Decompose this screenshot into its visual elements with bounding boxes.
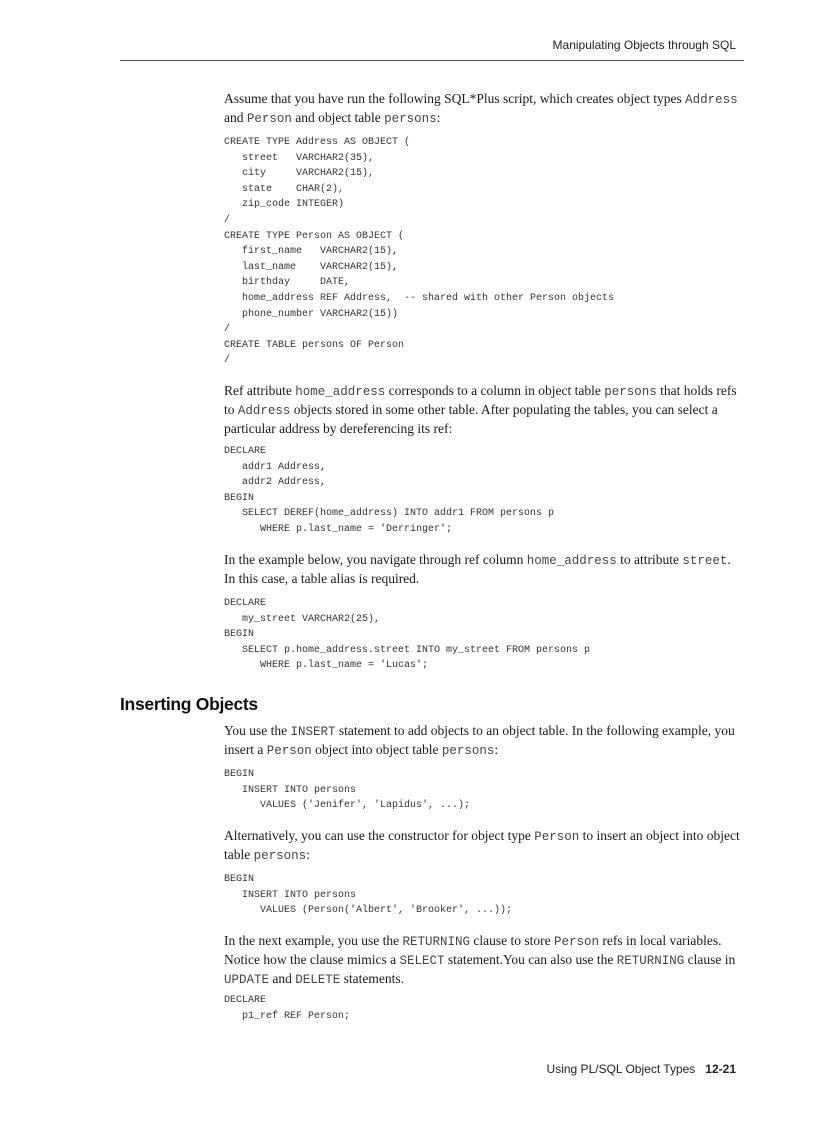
inline-code: RETURNING xyxy=(402,935,470,949)
text-run: to insert an object into object table xyxy=(224,828,740,862)
inline-code: Person xyxy=(553,935,599,949)
text-run: . In this case, a table alias is required. xyxy=(224,552,731,586)
text-run: and xyxy=(269,971,296,986)
inline-code: DELETE xyxy=(295,973,341,987)
inline-code: Address xyxy=(685,93,738,107)
code-block-deref: DECLARE addr1 Address, addr2 Address, BEGIN SELECT DEREF(home_address) INTO addr1 FROM persons p WHERE p.last_name = 'Derringer'; xyxy=(224,446,555,535)
text-run: refs in local variables. Notice how the clause mimics a xyxy=(224,933,722,967)
text-run: In the example below, you navigate through ref column xyxy=(224,552,527,567)
inline-code: INSERT xyxy=(290,725,336,739)
text-run: Assume that you have run the following SQL*Plus script, which creates object types xyxy=(224,91,686,106)
code-block-create-types: CREATE TYPE Address AS OBJECT ( street VARCHAR2(35), city VARCHAR2(15), state CHAR(2), zip_code INTEGER) / CREATE TYPE Person AS OBJECT ( first_name VARCHAR2(15), last_name VARCHAR2(15), birthday DATE, home_address REF Address, -- shared with other Person objects phone_number VARCHAR2(15)) / CREATE TABLE persons OF Person / xyxy=(224,137,615,367)
inline-code: home_address xyxy=(526,554,617,568)
inline-code: Person xyxy=(246,112,292,126)
text-run: Ref attribute xyxy=(224,383,296,398)
page-footer xyxy=(547,1062,736,1076)
text-run: corresponds to a column in object table xyxy=(385,383,605,398)
inline-code: street xyxy=(682,554,728,568)
text-run: to attribute xyxy=(616,552,683,567)
text-run: that holds refs to xyxy=(224,383,737,417)
inline-code: persons xyxy=(384,112,437,126)
inline-code: persons xyxy=(604,385,657,399)
code-block-returning: DECLARE p1_ref REF Person; xyxy=(224,995,351,1022)
intro-paragraph xyxy=(224,90,744,128)
header-rule xyxy=(120,60,744,61)
inline-code: persons xyxy=(441,744,495,758)
text-run: statements. xyxy=(340,971,405,986)
ref-attribute-paragraph xyxy=(224,382,744,437)
inline-code: home_address xyxy=(295,385,386,399)
inline-code: RETURNING xyxy=(616,954,685,968)
code-block-constructor: BEGIN INSERT INTO persons VALUES (Person('Albert', 'Brooker', ...)); xyxy=(224,874,513,917)
text-run: : xyxy=(494,742,499,757)
text-run: statement to add objects to an object table. In the following example, you insert a xyxy=(224,723,735,757)
text-run: clause to store xyxy=(469,933,554,948)
running-header: Manipulating Objects through SQL xyxy=(552,38,736,52)
text-run: statement.You can also use the xyxy=(444,952,617,967)
code-block-navigate: DECLARE my_street VARCHAR2(25), BEGIN SELECT p.home_address.street INTO my_street FROM persons p WHERE p.last_name = 'Lucas'; xyxy=(224,598,591,672)
text-run: You use the xyxy=(224,723,291,738)
inline-code: SELECT xyxy=(399,954,445,968)
section-heading: Inserting Objects xyxy=(120,694,258,714)
constructor-paragraph xyxy=(224,827,744,865)
page-number: 12-21 xyxy=(705,1062,736,1076)
text-run: Alternatively, you can use the constructor for object type xyxy=(224,828,535,843)
text-run: object into object table xyxy=(311,742,442,757)
navigate-ref-paragraph xyxy=(224,551,744,587)
text-run: and object table xyxy=(291,110,385,125)
inline-code: UPDATE xyxy=(224,973,270,987)
inline-code: Person xyxy=(266,744,312,758)
text-run: : xyxy=(436,110,441,125)
text-run: In the next example, you use the xyxy=(224,933,403,948)
inline-code: persons xyxy=(253,849,307,863)
insert-paragraph xyxy=(224,722,744,760)
returning-paragraph xyxy=(224,932,744,989)
inline-code: Person xyxy=(534,830,580,844)
inline-code: Address xyxy=(237,404,291,418)
text-run: objects stored in some other table. After populating the tables, you can select a particular address by dereferencing its ref: xyxy=(224,402,718,436)
text-run: clause in xyxy=(684,952,736,967)
text-run: : xyxy=(306,847,310,862)
code-block-insert: BEGIN INSERT INTO persons VALUES ('Jenifer', 'Lapidus', ...); xyxy=(224,769,471,812)
text-run: and xyxy=(224,110,247,125)
footer-book-title: Using PL/SQL Object Types xyxy=(546,1062,696,1076)
